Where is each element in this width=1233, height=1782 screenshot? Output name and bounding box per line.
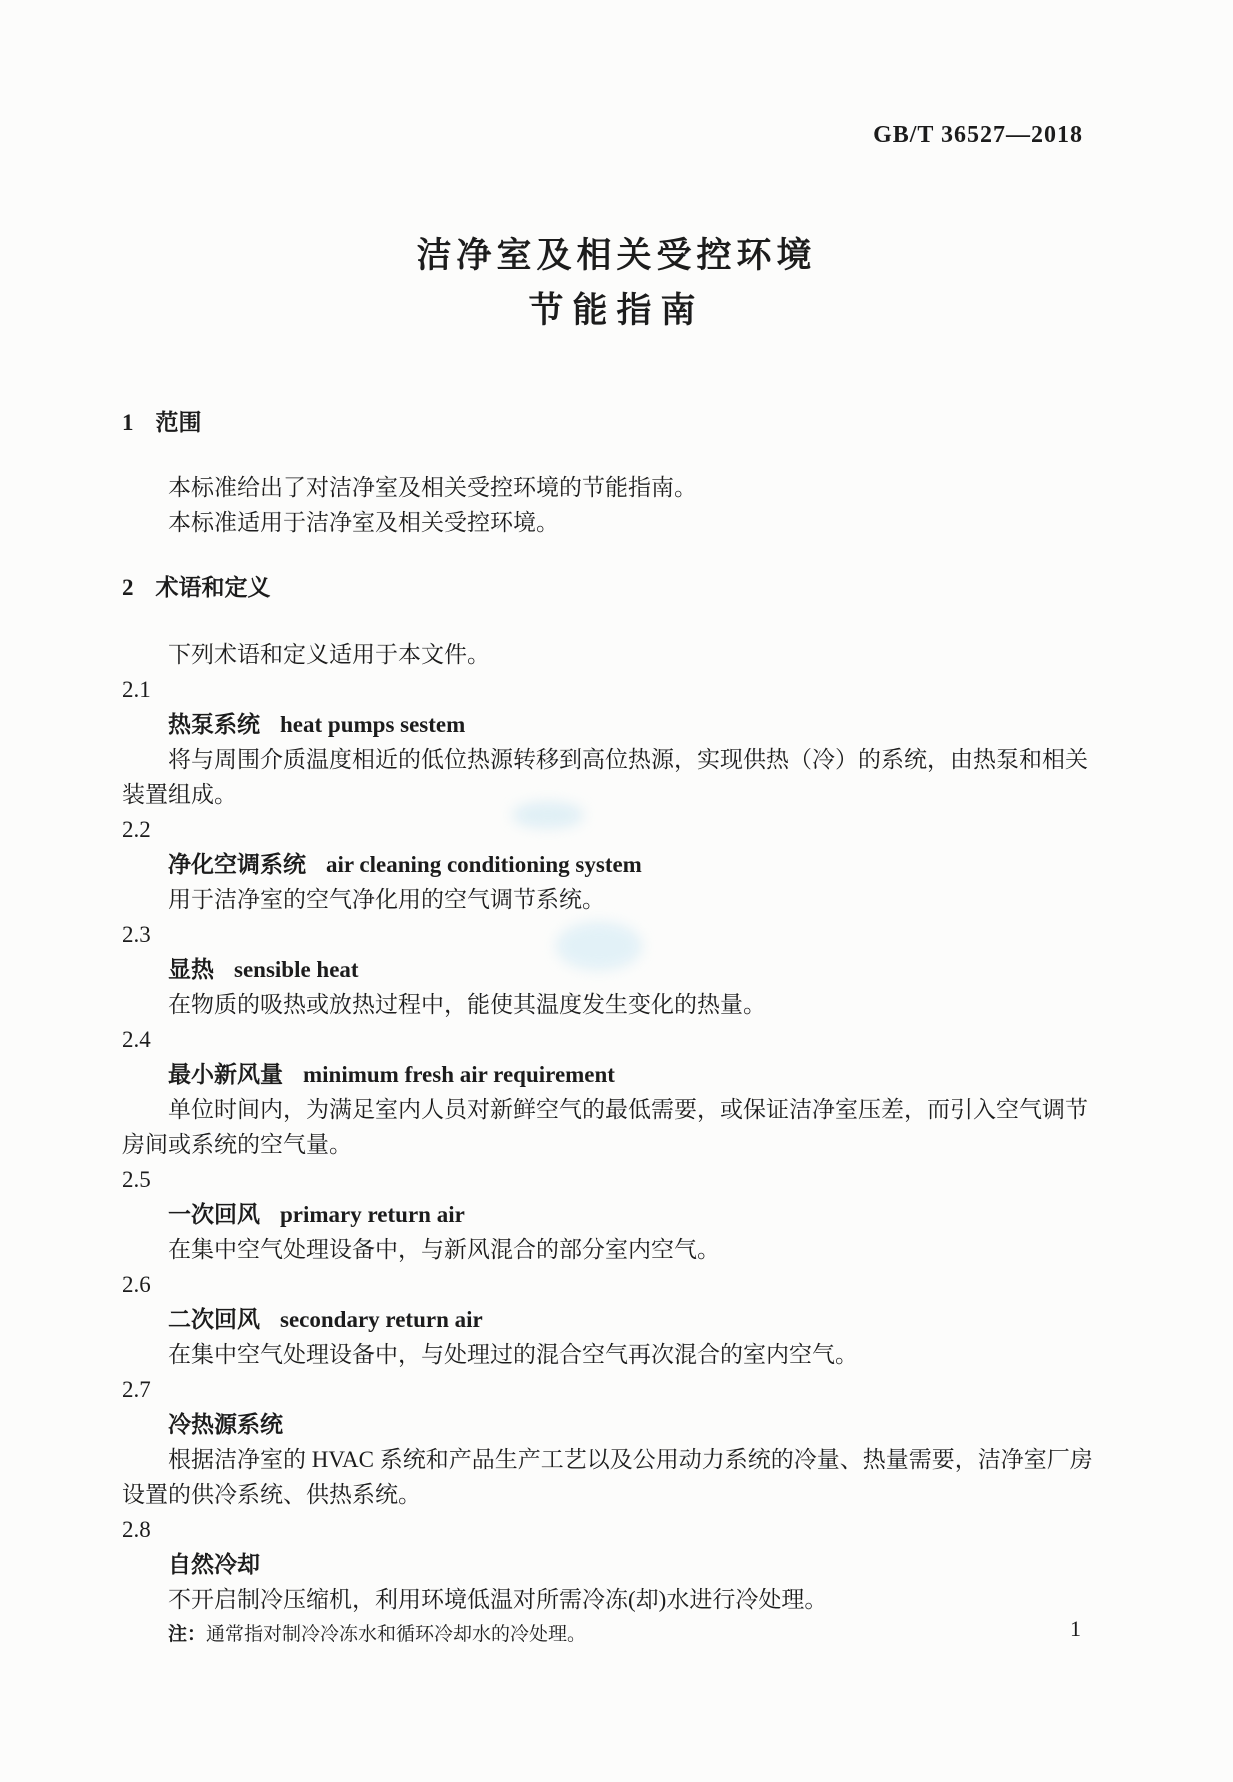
term-definition: 根据洁净室的 HVAC 系统和产品生产工艺以及公用动力系统的冷量、热量需要，洁净室厂房设置的供冷系统、供热系统。 bbox=[122, 1447, 1093, 1507]
term-number: 2.7 bbox=[122, 1377, 151, 1402]
section-2-heading bbox=[122, 570, 1108, 605]
term-definition: 在集中空气处理设备中，与处理过的混合空气再次混合的室内空气。 bbox=[168, 1342, 858, 1367]
term-definition: 在物质的吸热或放热过程中，能使其温度发生变化的热量。 bbox=[168, 992, 766, 1017]
section-2-title: 术语和定义 bbox=[155, 575, 271, 600]
term-definition: 将与周围介质温度相近的低位热源转移到高位热源，实现供热（冷）的系统，由热泵和相关装置组成。 bbox=[122, 747, 1088, 807]
section-1-title: 范围 bbox=[155, 410, 202, 435]
document-title bbox=[0, 228, 1233, 338]
term-name-zh: 热泵系统 bbox=[168, 712, 260, 737]
term-title bbox=[122, 1197, 1108, 1232]
terms-intro: 下列术语和定义适用于本文件。 bbox=[168, 642, 490, 667]
term-note-label: 注： bbox=[168, 1624, 207, 1645]
term-title bbox=[122, 1057, 1108, 1092]
section-2-number: 2 bbox=[122, 575, 134, 600]
term-name-en: heat pumps sestem bbox=[280, 712, 466, 737]
term-name-zh: 冷热源系统 bbox=[168, 1412, 283, 1437]
term-name-en: minimum fresh air requirement bbox=[303, 1062, 615, 1087]
term-number: 2.5 bbox=[122, 1167, 151, 1192]
term-title bbox=[122, 1302, 1108, 1337]
term-2-8 bbox=[122, 1512, 1108, 1652]
term-number: 2.1 bbox=[122, 677, 151, 702]
term-number: 2.3 bbox=[122, 922, 151, 947]
scope-paragraph-2: 本标准适用于洁净室及相关受控环境。 bbox=[168, 510, 559, 535]
term-2-7 bbox=[122, 1372, 1108, 1512]
term-title bbox=[122, 707, 1108, 742]
term-number: 2.2 bbox=[122, 817, 151, 842]
term-title bbox=[122, 1407, 1108, 1442]
term-name-en: secondary return air bbox=[280, 1307, 483, 1332]
term-definition: 用于洁净室的空气净化用的空气调节系统。 bbox=[168, 887, 605, 912]
term-definition: 在集中空气处理设备中，与新风混合的部分室内空气。 bbox=[168, 1237, 720, 1262]
term-definition: 单位时间内，为满足室内人员对新鲜空气的最低需要，或保证洁净室压差，而引入空气调节房间或系统的空气量。 bbox=[122, 1097, 1088, 1157]
term-note-text: 通常指对制冷冷冻水和循环冷却水的冷处理。 bbox=[206, 1624, 587, 1645]
term-name-en: air cleaning conditioning system bbox=[326, 852, 642, 877]
standard-code: GB/T 36527—2018 bbox=[873, 122, 1083, 148]
term-name-zh: 一次回风 bbox=[168, 1202, 260, 1227]
term-name-zh: 净化空调系统 bbox=[168, 852, 306, 877]
term-name-en: primary return air bbox=[280, 1202, 465, 1227]
scope-paragraph-1: 本标准给出了对洁净室及相关受控环境的节能指南。 bbox=[168, 475, 697, 500]
section-1-number: 1 bbox=[122, 410, 134, 435]
term-2-3 bbox=[122, 917, 1108, 1022]
document-title-line1: 洁净室及相关受控环境 bbox=[416, 236, 817, 275]
term-number: 2.4 bbox=[122, 1027, 151, 1052]
term-number: 2.8 bbox=[122, 1517, 151, 1542]
term-definition: 不开启制冷压缩机，利用环境低温对所需冷冻(却)水进行冷处理。 bbox=[168, 1587, 828, 1612]
term-name-en: sensible heat bbox=[234, 957, 359, 982]
term-name-zh: 二次回风 bbox=[168, 1307, 260, 1332]
term-title bbox=[122, 1547, 1108, 1582]
term-title bbox=[122, 952, 1108, 987]
term-name-zh: 最小新风量 bbox=[168, 1062, 283, 1087]
term-name-zh: 显热 bbox=[168, 957, 214, 982]
page-number: 1 bbox=[1070, 1616, 1081, 1641]
term-number: 2.6 bbox=[122, 1272, 151, 1297]
term-title bbox=[122, 847, 1108, 882]
term-note bbox=[122, 1617, 1108, 1652]
term-2-6 bbox=[122, 1267, 1108, 1372]
document-title-line2: 节能指南 bbox=[528, 291, 705, 330]
term-2-5 bbox=[122, 1162, 1108, 1267]
term-2-4 bbox=[122, 1022, 1108, 1162]
term-2-2 bbox=[122, 812, 1108, 917]
section-1-heading bbox=[122, 405, 1108, 440]
term-name-zh: 自然冷却 bbox=[168, 1552, 260, 1577]
document-body bbox=[122, 405, 1108, 1652]
term-2-1 bbox=[122, 672, 1108, 812]
